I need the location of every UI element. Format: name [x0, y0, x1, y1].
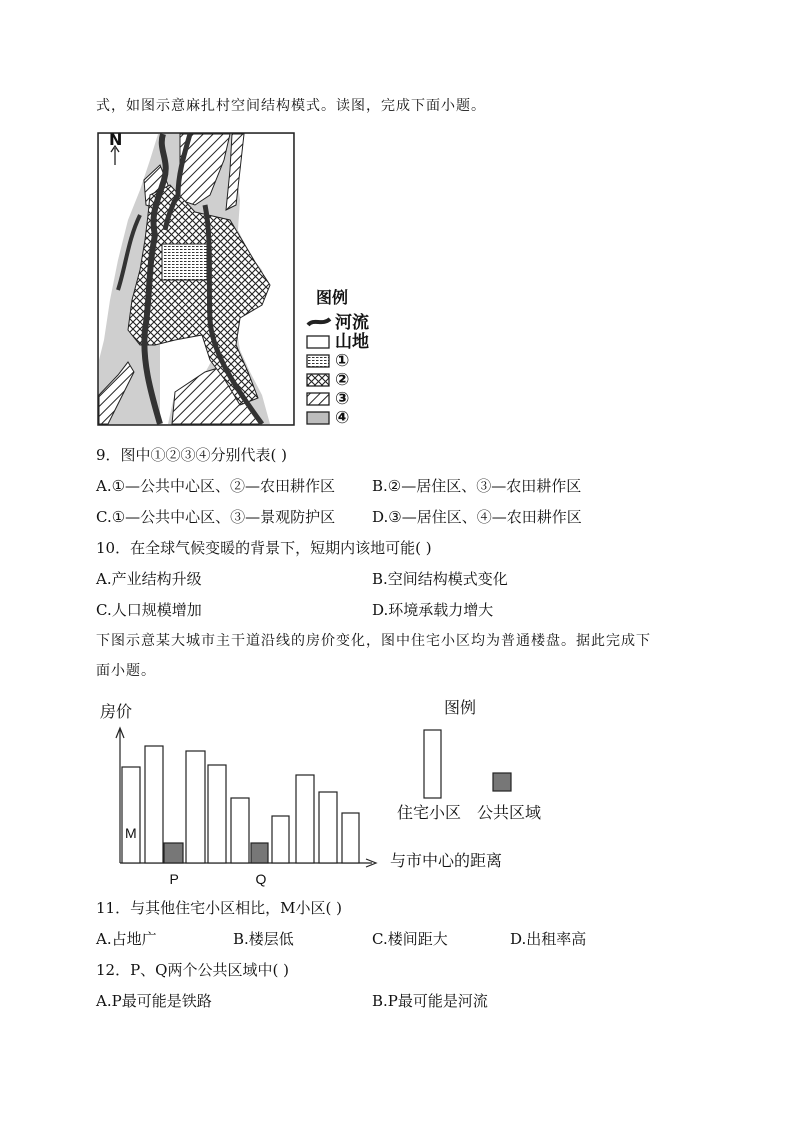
legend-river-label: 河流 [335, 313, 369, 333]
question-12-stem: 12．P、Q两个公共区域中( ) [96, 961, 289, 979]
intro-text-2-cont: 面小题。 [96, 663, 156, 679]
question-10-stem: 10．在全球气候变暖的背景下，短期内该地可能( ) [96, 539, 432, 557]
legend-public-swatch [493, 773, 511, 791]
map-legend-title: 图例 [316, 288, 349, 307]
legend-public-label: 公共区域 [477, 803, 542, 822]
public-area-bar [164, 843, 183, 863]
question-9-option-b[interactable]: B.②—居住区、③—农田耕作区 [372, 477, 582, 495]
chart-legend-title: 图例 [444, 698, 477, 717]
residential-bar [231, 798, 249, 863]
legend-zone2-label: ② [335, 370, 350, 390]
residential-bar [186, 751, 205, 863]
residential-bar [342, 813, 359, 863]
legend-mountain-label: 山地 [335, 332, 369, 352]
bar-label-p: P [169, 871, 179, 887]
residential-bar [208, 765, 226, 863]
legend-zone1-label: ① [335, 351, 350, 371]
bar-label-q: Q [255, 871, 267, 887]
question-10-option-d[interactable]: D.环境承载力增大 [372, 601, 494, 619]
question-11-option-c[interactable]: C.楼间距大 [372, 930, 448, 948]
question-9-option-d[interactable]: D.③—居住区、④—农田耕作区 [372, 508, 582, 526]
residential-bar [145, 746, 163, 863]
north-label: N [109, 130, 123, 149]
intro-text-2: 下图示意某大城市主干道沿线的房价变化，图中住宅小区均为普通楼盘。据此完成下 [96, 633, 651, 649]
question-10-option-b[interactable]: B.空间结构模式变化 [372, 570, 508, 588]
question-11-option-a[interactable]: A.占地广 [96, 930, 157, 948]
question-9-option-a[interactable]: A.①—公共中心区、②—农田耕作区 [96, 477, 336, 495]
question-9-option-c[interactable]: C.①—公共中心区、③—景观防护区 [96, 508, 336, 526]
question-10-option-a[interactable]: A.产业结构升级 [96, 570, 202, 588]
legend-residential-label: 住宅小区 [397, 803, 462, 822]
question-12-option-b[interactable]: B.P最可能是河流 [372, 992, 488, 1010]
question-10-option-c[interactable]: C.人口规模增加 [96, 601, 202, 619]
residential-bar [122, 767, 140, 863]
chart-x-label: 与市中心的距离 [390, 851, 503, 870]
bar-label-m: M [125, 825, 137, 841]
question-9-stem: 9．图中①②③④分别代表( ) [96, 446, 288, 464]
intro-text: 式，如图示意麻扎村空间结构模式。读图，完成下面小题。 [96, 98, 486, 114]
question-11-stem: 11．与其他住宅小区相比，M小区( ) [96, 899, 342, 917]
residential-bar [296, 775, 314, 863]
question-11-option-b[interactable]: B.楼层低 [233, 930, 294, 948]
chart-y-label: 房价 [100, 702, 133, 721]
residential-bar [319, 792, 337, 863]
public-area-bar [251, 843, 268, 863]
legend-zone4-label: ④ [335, 408, 350, 428]
legend-residential-swatch [424, 730, 441, 798]
question-12-option-a[interactable]: A.P最可能是铁路 [96, 992, 212, 1010]
question-11-option-d[interactable]: D.出租率高 [510, 930, 587, 948]
residential-bar [272, 816, 289, 863]
legend-zone3-label: ③ [335, 389, 350, 409]
